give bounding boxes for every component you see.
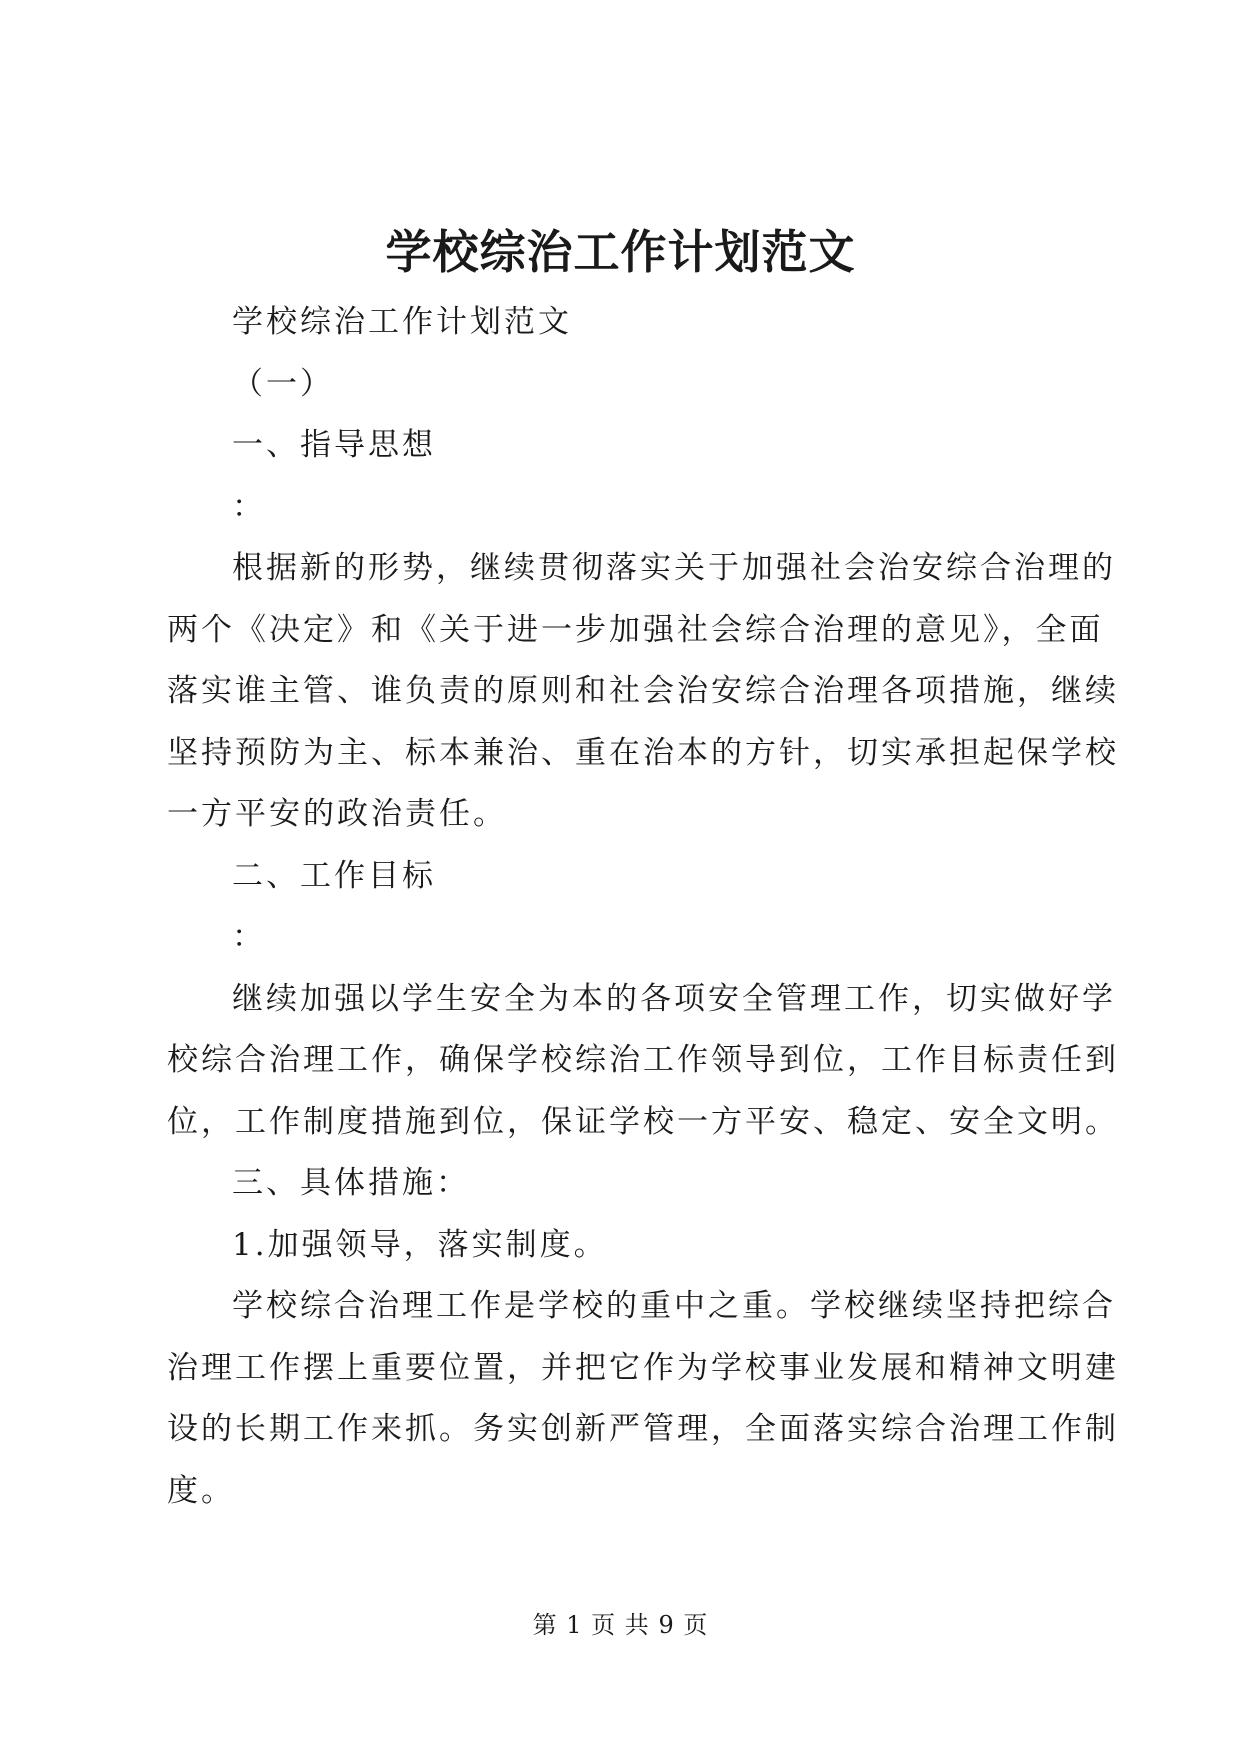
body-line: 一方平安的政治责任。: [167, 796, 507, 832]
body-line: 落实谁主管、谁负责的原则和社会治安综合治理各项措施，继续: [167, 673, 1119, 709]
page-number-footer: 第 1 页 共 9 页: [532, 1611, 709, 1639]
body-line: 继续加强以学生安全为本的各项安全管理工作，切实做好学: [232, 980, 1116, 1017]
body-line: 两个《决定》和《关于进一步加强社会综合治理的意见》，全面: [167, 611, 1104, 648]
body-line: 校综合治理工作，确保学校综治工作领导到位，工作目标责任到: [167, 1042, 1119, 1078]
body-line: 三、具体措施：: [232, 1165, 470, 1201]
body-line: 位，工作制度措施到位，保证学校一方平安、稳定、安全文明。: [167, 1103, 1119, 1140]
body-line: 治理工作摆上重要位置，并把它作为学校事业发展和精神文明建: [167, 1349, 1119, 1386]
document-body: [167, 292, 1119, 1522]
body-line: 二、工作目标: [232, 857, 436, 894]
body-line: ：: [232, 919, 266, 955]
body-line: 学校综合治理工作是学校的重中之重。学校继续坚持把综合: [232, 1288, 1116, 1324]
body-line: 设的长期工作来抓。务实创新严管理，全面落实综合治理工作制: [167, 1411, 1119, 1447]
body-line: 根据新的形势，继续贯彻落实关于加强社会治安综合治理的: [232, 550, 1116, 586]
body-line: 学校综治工作计划范文: [232, 304, 572, 340]
document-title: 学校综治工作计划范文: [385, 225, 856, 279]
body-line: 坚持预防为主、标本兼治、重在治本的方针，切实承担起保学校: [167, 734, 1119, 771]
body-line: （一）: [232, 365, 334, 402]
body-line: ：: [232, 488, 266, 525]
body-line: 1.加强领导，落实制度。: [232, 1226, 608, 1263]
body-line: 度。: [167, 1472, 235, 1509]
body-line: 一、指导思想: [232, 427, 436, 463]
